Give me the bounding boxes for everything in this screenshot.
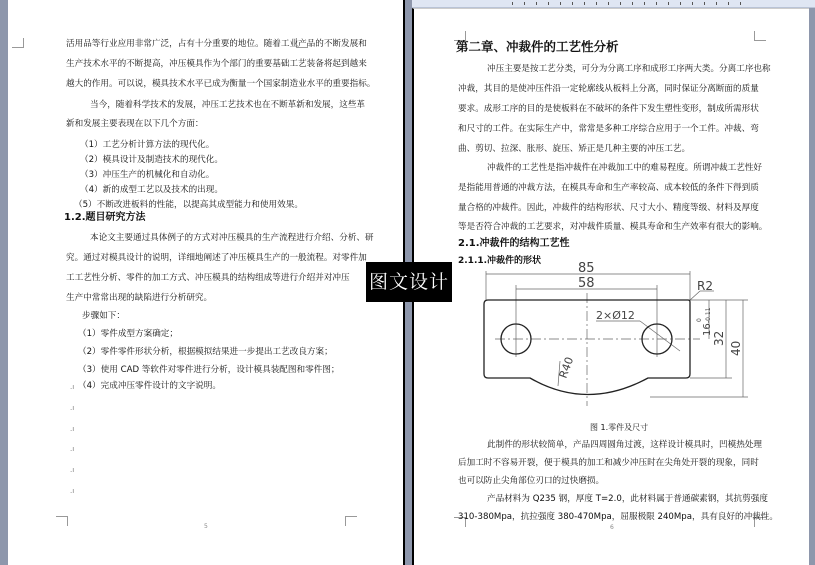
page-number: 6 xyxy=(610,524,614,531)
paragraph-line: 越大的作用。可以说，模具技术水平已成为衡量一个国家制造业水平的重要指标。 xyxy=(66,79,376,89)
paragraph-line: 步骤如下： xyxy=(82,311,125,321)
paragraph-mark: .ı xyxy=(70,425,75,433)
paragraph-line: 产品材料为 Q235 钢，厚度 T=2.0，此材料属于普通碳素钢，其抗剪强度 xyxy=(487,494,768,504)
paragraph-line: 冲裁件的工艺性是指冲裁件在冲裁加工中的难易程度。所谓冲裁工艺性好 xyxy=(487,163,763,173)
paragraph-line: （2）零件零件形状分析，根据模拟结果进一步提出工艺改良方案； xyxy=(78,347,333,357)
paragraph-line: 此制件的形状较简单，产品四周圆角过渡，这样设计模具时，凹模热处理 xyxy=(487,440,763,450)
ruler-tick xyxy=(560,2,561,5)
margin-corner-mark xyxy=(754,31,766,41)
dim-85: 85 xyxy=(578,261,595,276)
dim-58: 58 xyxy=(578,276,595,291)
paragraph-line: （4）完成冲压零件设计的文字说明。 xyxy=(78,381,221,391)
ruler-tick xyxy=(740,2,741,5)
dim-40: 40 xyxy=(729,340,743,356)
paragraph-line: 310-380Mpa，抗拉强度 380-470Mpa，屈服极限 240Mpa，具有良好的冲裁性。 xyxy=(458,512,778,522)
paragraph-line: 要求。成形工序的目的是使板料在不破坏的条件下发生塑性变形，制成所需形状 xyxy=(458,104,759,114)
ruler-tick xyxy=(620,2,621,5)
paragraph-mark: .ı xyxy=(70,445,75,453)
dim-r40: R40 xyxy=(556,355,577,381)
horizontal-ruler[interactable] xyxy=(412,0,815,8)
ruler-tick xyxy=(692,2,693,5)
paragraph-line: 等是否符合冲裁的工艺要求，对冲裁件质量、模具寿命和生产效率有很大的影响。 xyxy=(458,222,768,232)
ruler-tick xyxy=(572,2,573,5)
paragraph-line: 冲裁，其目的是使冲压件沿一定轮廓线从板料上分离，同时保证分离断面的质量 xyxy=(458,84,759,94)
paragraph-line: （5）不断改进板料的性能，以提高其成型能力和使用效果。 xyxy=(74,200,303,210)
ruler-tick xyxy=(536,2,537,5)
ruler-tick xyxy=(608,2,609,5)
ruler-tick xyxy=(668,2,669,5)
document-page-5 xyxy=(8,0,405,565)
paragraph-line: 活用品等行业应用非常广泛，占有十分重要的地位。随着工业产品的不断发展和 xyxy=(66,39,367,49)
section-heading: 1.2.题目研究方法 xyxy=(64,212,146,223)
section-heading: 2.1.冲裁件的结构工艺性 xyxy=(458,238,570,249)
ruler-tick xyxy=(656,2,657,5)
dim-16-tol-lower: -0.11 xyxy=(705,307,712,323)
paragraph-line: 也可以防止尖角部位刃口的过快磨损。 xyxy=(458,476,605,486)
paragraph-line: 后加工时不容易开裂，便于模具的加工和减少冲压时在尖角处开裂的现象，同时 xyxy=(458,458,759,468)
paragraph-line: 是指能用普通的冲裁方法，在模具寿命和生产率较高、成本较低的条件下得到质 xyxy=(458,183,759,193)
paragraph-line: 当今，随着科学技术的发展，冲压工艺技术也在不断革新和发展，这些革 xyxy=(90,100,366,110)
paragraph-mark: .ı xyxy=(70,487,75,495)
dim-r2: R2 xyxy=(697,279,713,293)
paragraph-line: （1）零件成型方案确定； xyxy=(78,329,178,339)
paragraph-mark: .ı xyxy=(70,404,75,412)
paragraph-line: 冲压主要是按工艺分类，可分为分离工序和成形工序两大类。分离工序也称 xyxy=(487,64,771,74)
ruler-tick xyxy=(584,2,585,5)
ruler-tick xyxy=(512,2,513,5)
paragraph-line: （2）模具设计及制造技术的现代化。 xyxy=(80,155,223,165)
paragraph-line: 工工艺性分析、零件的加工方式、冲压模具的结构组成等进行介绍并对冲压 xyxy=(66,273,350,283)
ruler-tick xyxy=(596,2,597,5)
paragraph-line: 和尺寸的工件。在实际生产中，常常是多种工序综合应用于一个工件。冲裁、弯 xyxy=(458,124,759,134)
document-page-6 xyxy=(412,8,809,565)
dim-holes: 2×Ø12 xyxy=(596,309,635,322)
ruler-tick xyxy=(632,2,633,5)
dim-16-tol-upper: 0 xyxy=(696,318,703,322)
ruler-tick xyxy=(704,2,705,5)
paragraph-mark: .ı xyxy=(70,383,75,391)
chapter-heading: 第二章、冲裁件的工艺性分析 xyxy=(456,39,619,54)
paragraph-line: 本论文主要通过具体例子的方式对冲压模具的生产流程进行介绍、分析、研 xyxy=(90,233,374,243)
page-number: 5 xyxy=(204,523,208,530)
ruler-tick xyxy=(680,2,681,5)
ruler-tick xyxy=(548,2,549,5)
paragraph-line: 生产中常常出现的缺陷进行分析研究。 xyxy=(66,293,213,303)
ruler-tick xyxy=(728,2,729,5)
subsection-heading: 2.1.1.冲裁件的形状 xyxy=(458,256,542,266)
paragraph-mark: .ı xyxy=(70,466,75,474)
paragraph-line: 曲、剪切、拉深、胀形、旋压、矫正是几种主要的冲压工艺。 xyxy=(458,144,691,154)
watermark: 图文设计 xyxy=(366,262,452,302)
margin-corner-mark xyxy=(12,38,24,48)
paragraph-line: （4）新的成型工艺以及技术的出现。 xyxy=(80,185,223,195)
paragraph-line: （3）冲压生产的机械化和自动化。 xyxy=(80,170,215,180)
paragraph-line: （3）使用 CAD 等软件对零件进行分析，设计模具装配图和零件图； xyxy=(78,365,340,375)
dim-32: 32 xyxy=(712,330,726,346)
part-drawing xyxy=(474,261,774,416)
paragraph-line: （1）工艺分析计算方法的现代化。 xyxy=(80,140,215,150)
paragraph-line: 量合格的冲裁件。因此，冲裁件的结构形状、尺寸大小、精度等级、材料及厚度 xyxy=(458,203,759,213)
paragraph-line: 新和发展主要表现在以下几个方面： xyxy=(66,119,204,129)
figure-caption: 图 1.零件及尺寸 xyxy=(590,423,649,432)
paragraph-line: 生产技术水平的不断提高，冲压模具作为个部门的重要基础工艺装备将起到越来 xyxy=(66,59,367,69)
ruler-tick xyxy=(716,2,717,5)
ruler-tick xyxy=(524,2,525,5)
paragraph-line: 究。通过对模具设计的说明，详细地阐述了冲压模具生产的一般流程。对零件加 xyxy=(66,253,367,263)
dim-16: 16 xyxy=(702,323,713,336)
ruler-tick xyxy=(644,2,645,5)
margin-corner-mark xyxy=(345,516,357,526)
margin-corner-mark xyxy=(56,516,68,526)
